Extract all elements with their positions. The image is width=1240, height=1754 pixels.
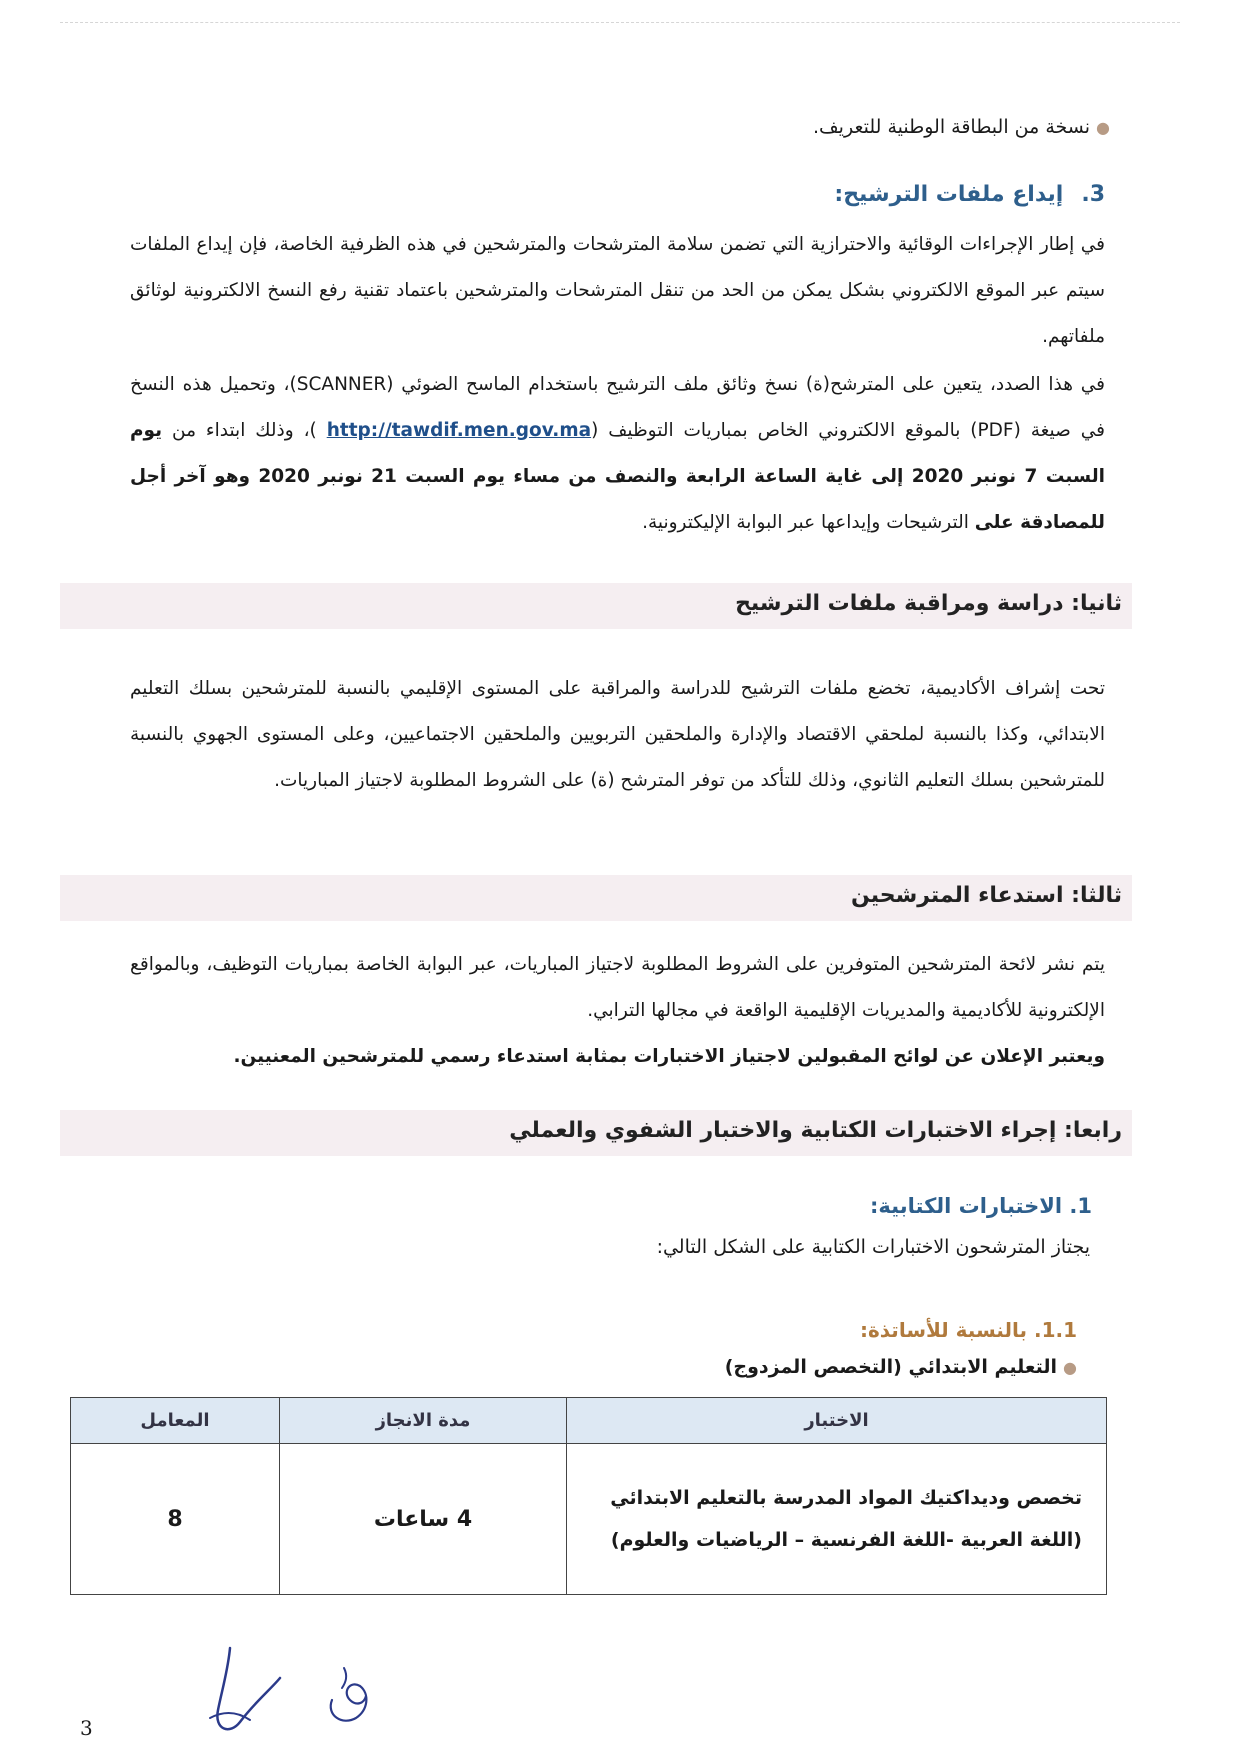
section-title-text: إيداع ملفات الترشيح: <box>834 182 1064 207</box>
section-3-title <box>834 182 1105 207</box>
header-coef: المعامل <box>71 1398 280 1444</box>
written-exams-intro: يجتاز المترشحون الاختبارات الكتابية على الشكل التالي: <box>656 1236 1090 1258</box>
section-rabia-title: رابعا: إجراء الاختبارات الكتابية والاختبار الشفوي والعملي <box>509 1118 1122 1143</box>
table-header-row <box>71 1398 1107 1444</box>
signature-mark-2 <box>320 1660 380 1730</box>
header-duration: مدة الانجاز <box>280 1398 567 1444</box>
teachers-subtitle: 1.1. بالنسبة للأساتذة: <box>859 1318 1077 1342</box>
signature-mark-1 <box>200 1640 290 1740</box>
primary-education-bullet: ●التعليم الابتدائي (التخصص المزدوج) <box>724 1356 1077 1378</box>
cell-duration: 4 ساعات <box>280 1444 567 1595</box>
bullet-id-copy: ●نسخة من البطاقة الوطنية للتعريف. <box>812 116 1110 138</box>
section-thalitha-paragraph: يتم نشر لائحة المترشحين المتوفرين على الشروط المطلوبة لاجتياز المباريات، عبر البوابة الخاصة بمباريات التوظيف، وبالمواقع الإلكترونية للأكاديمية والمديريات الإقليمية الواقعة في مجالها الترابي. ويعتبر الإعلان عن لوائح المقبولين لاجتياز الاختبارات بمثابة استدعاء رسمي للمترشحين المعنيين. <box>130 954 1105 1067</box>
tawdif-link[interactable]: http://tawdif.men.gov.ma <box>326 420 592 441</box>
cell-coef: 8 <box>71 1444 280 1595</box>
section-thalitha-bold-line: ويعتبر الإعلان عن لوائح المقبولين لاجتياز الاختبارات بمثابة استدعاء رسمي للمترشحين المعنيين. <box>233 1046 1105 1067</box>
table-row <box>71 1444 1107 1595</box>
section-thaniya-header <box>60 583 1132 629</box>
page-number: 3 <box>80 1716 93 1740</box>
section-3-paragraph-1: في إطار الإجراءات الوقائية والاحترازية التي تضمن سلامة المترشحات والمترشحين في هذه الظرفية الخاصة، فإن إيداع الملفات سيتم عبر الموقع الالكتروني بشكل يمكن من الحد من تنقل المترشحات والمترشحين باعتماد تقنية رفع النسخ الالكترونية لوثائق ملفاتهم. <box>130 234 1105 347</box>
exams-table <box>70 1397 1107 1595</box>
section-thalitha-title: ثالثا: استدعاء المترشحين <box>850 883 1122 908</box>
cell-exam: تخصص وديداكتيك المواد المدرسة بالتعليم الابتدائي (اللغة العربية -اللغة الفرنسية – الرياضيات والعلوم) <box>567 1444 1107 1595</box>
section-number: 3. <box>1081 182 1105 207</box>
bullet-icon: ● <box>1063 1358 1077 1377</box>
written-exams-title: 1. الاختبارات الكتابية: <box>870 1194 1092 1218</box>
section-3-paragraph-2: في هذا الصدد، يتعين على المترشح(ة) نسخ وثائق ملف الترشيح باستخدام الماسح الضوئي (SCANNER)، وتحميل هذه النسخ في صيغة (PDF) بالموقع الالكتروني الخاص بمباريات التوظيف (http://tawdif.men.gov.ma )، وذلك ابتداء من يوم السبت 7 نونبر 2020 إلى غاية الساعة الرابعة والنصف من مساء يوم السبت 21 نونبر 2020 وهو آخر أجل للمصادقة على الترشيحات وإيداعها عبر البوابة الإليكترونية. <box>130 374 1106 533</box>
section-rabia-header <box>60 1110 1132 1156</box>
section-thaniya-paragraph: تحت إشراف الأكاديمية، تخضع ملفات الترشيح للدراسة والمراقبة على المستوى الإقليمي بالنسبة للمترشحين بسلك التعليم الابتدائي، وكذا بالنسبة لملحقي الاقتصاد والإدارة والملحقين التربويين والملحقين الاجتماعيين، وعلى المستوى الجهوي بالنسبة للمترشحين بسلك التعليم الثانوي، وذلك للتأكد من توفر المترشح (ة) على الشروط المطلوبة لاجتياز المباريات. <box>130 678 1105 791</box>
header-exam: الاختبار <box>567 1398 1107 1444</box>
bullet-icon: ● <box>1096 118 1110 137</box>
section-thaniya-title: ثانيا: دراسة ومراقبة ملفات الترشيح <box>735 591 1122 616</box>
section-thalitha-header <box>60 875 1132 921</box>
top-divider <box>60 22 1180 23</box>
